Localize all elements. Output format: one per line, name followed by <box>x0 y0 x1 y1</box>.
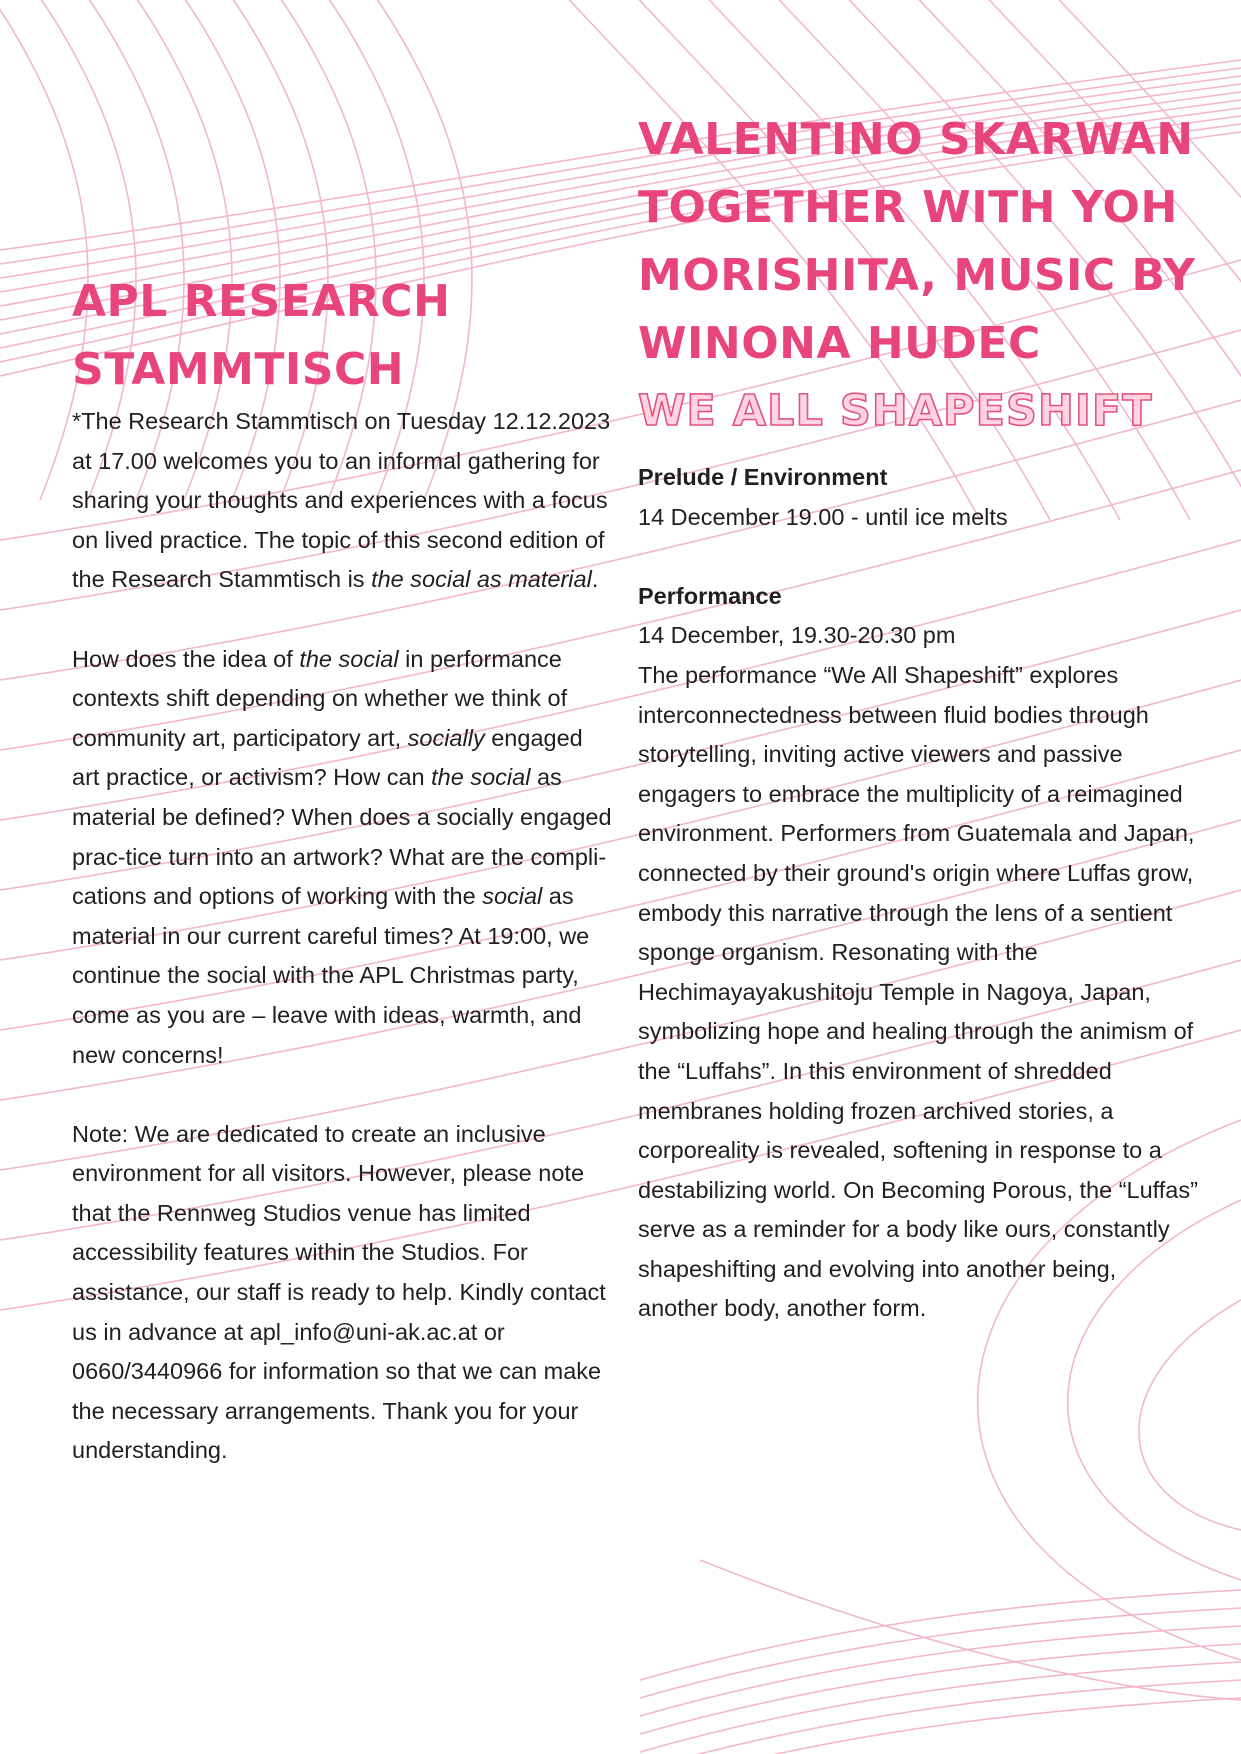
performance-description: The performance “We All Shapeshift” explores interconnectedness between fluid bodies through storytelling, inviting active viewers and passive engagers to embrace the multiplicity of a reimagined environment. Performers from Guatemala and Japan, connected by their ground's origin where Luffas grow, embody this narrative through the lens of a sentient sponge organism. Resonating with the Hechimayayakushitoju Temple in Nagoya, Japan, symbolizing hope and healing through the animism of the “Luffahs”. In this environment of shredded membranes holding frozen archived stories, a corporeality is revealed, softening in response to a destabilizing world. On Becoming Porous, the “Luffas” serve as a reminder for a body like ours, constantly shapeshifting and evolving into another being, another body, another form. <box>638 661 1198 1322</box>
q-text: as material in our current careful times? At 19:00, we continue the social with the APL Christmas party, come as you are – leave with ideas, warmth, and new concerns! <box>72 883 590 1068</box>
q-emphasis: the social <box>299 645 399 672</box>
prelude-section <box>638 458 1198 537</box>
prelude-time: 14 December 19.00 - until ice melts <box>638 503 1008 530</box>
q-emphasis: socially <box>407 724 485 751</box>
decorative-line <box>640 1698 1241 1754</box>
title-line: VALENTINO SKARWAN <box>638 114 1194 165</box>
performance-label: Performance <box>638 582 782 609</box>
stammtisch-title <box>72 268 612 404</box>
left-column <box>72 268 612 1471</box>
q-emphasis: the social <box>431 764 531 791</box>
prelude-label: Prelude / Environment <box>638 464 888 490</box>
q-text: How does the idea of <box>72 645 300 672</box>
right-column <box>638 106 1198 1329</box>
q-text: as material be defined? When does a socially engaged prac-tice turn into an artwork? What are the compli-cations and options of working with the <box>72 764 612 910</box>
q-text: engaged art practice, or activism? How can <box>72 724 583 791</box>
q-text: in performance contexts shift depending on whether we think of community art, participatory art, <box>72 645 568 751</box>
title-line: MORISHITA, MUSIC BY <box>638 250 1196 301</box>
title-line: APL RESEARCH <box>72 276 451 327</box>
performance-credits-title <box>638 106 1198 378</box>
intro-paragraph <box>72 402 612 600</box>
decorative-line <box>1139 1300 1241 1530</box>
title-line: STAMMTISCH <box>72 344 405 395</box>
intro-emphasis: the social as material <box>371 566 592 593</box>
questions-paragraph <box>72 640 612 1076</box>
performance-section <box>638 577 1198 1329</box>
intro-text-end: . <box>591 566 599 593</box>
performance-subtitle: WE ALL SHAPESHIFT <box>638 386 1153 436</box>
title-line: TOGETHER WITH YOH <box>638 182 1178 233</box>
title-line: WINONA HUDEC <box>638 318 1041 369</box>
intro-text: *The Research Stammtisch on Tuesday 12.12.2023 at 17.00 welcomes you to an informal gathering for sharing your thoughts and experiences with a focus on lived practice. The topic of this second edition of the Research Stammtisch is <box>72 408 611 593</box>
accessibility-note: Note: We are dedicated to create an inclusive environment for all visitors. However, please note that the Rennweg Studios venue has limited accessibility features within the Studios. For assistance, our staff is ready to help. Kindly contact us in advance at apl_info@uni-ak.ac.at or 0660/3440966 for information so that we can make the necessary arrangements. Thank you for your understanding. <box>72 1120 606 1464</box>
performance-time: 14 December, 19.30-20.30 pm <box>638 622 956 649</box>
decorative-line <box>640 1680 1241 1754</box>
q-emphasis: social <box>482 883 543 910</box>
